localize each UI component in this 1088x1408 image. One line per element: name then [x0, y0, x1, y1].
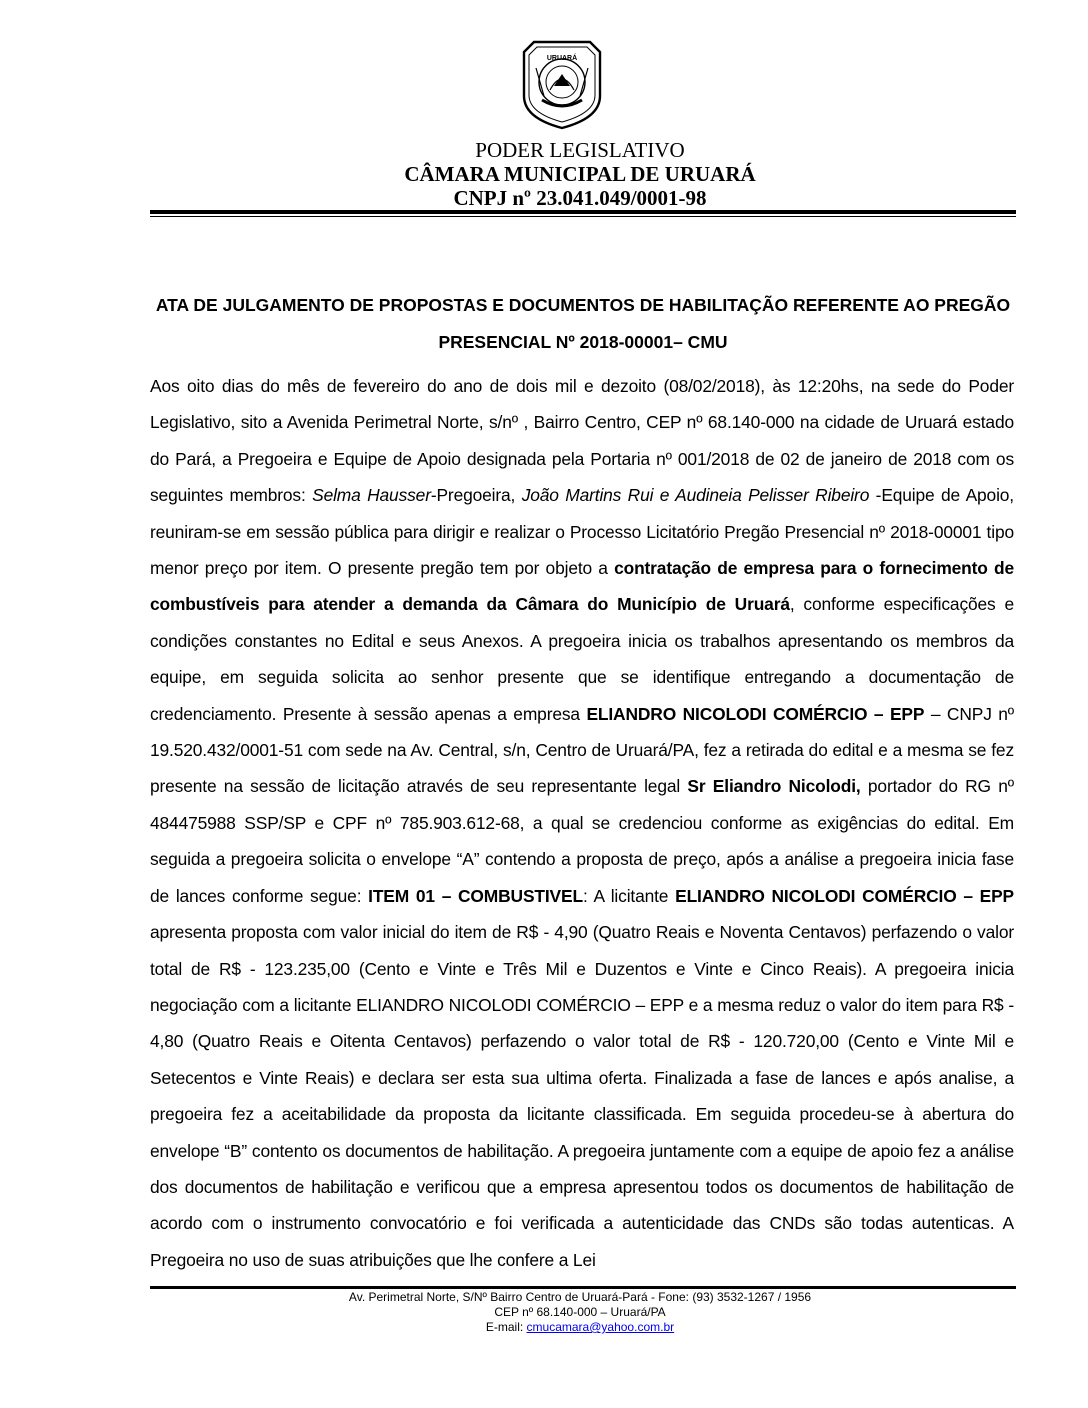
body-text: -Pregoeira,	[430, 485, 522, 506]
body-text: – CNPJ nº 19.520.432/0001-51 com sede na Av. Central, s/n, Centro de Uruará/PA, fez a retirada do edital e a mesma se fez presente na sessão de licitação através de seu representante legal	[150, 703, 1014, 797]
header-cnpj: CNPJ nº 23.041.049/0001-98	[453, 186, 707, 210]
footer-rule	[150, 1286, 1016, 1289]
municipal-seal-icon	[514, 38, 610, 130]
header-chamber-name: CÂMARA MUNICIPAL DE URUARÁ	[404, 162, 756, 186]
body-text: apresenta proposta com valor inicial do item de R$ - 4,90 (Quatro Reais e Noventa Centavos) perfazendo o valor total de R$ - 123.235,00 (Cento e Vinte e Três Mil e Duzentos e Vinte e Cinco Reais). A pregoeira inicia negociação com a licitante ELIANDRO NICOLODI COMÉRCIO – EPP e a mesma reduz o valor do item para R$ - 4,80 (Quatro Reais e Oitenta Centavos) perfazendo o valor total de R$ - 120.720,00 (Cento e Vinte Mil e Setecentos e Vinte Reais) e declara ser esta sua ultima oferta. Finalizada a fase de lances e após analise, a pregoeira fez a aceitabilidade da proposta da licitante classificada. Em seguida procedeu-se à abertura do envelope “B” contento os documentos de habilitação. A pregoeira juntamente com a equipe de apoio fez a análise dos documentos de habilitação e verificou que a empresa apresentou todos os documentos de habilitação de acordo com o instrumento convocatório e foi verificada a autenticidade das CNDs são todas autenticas. A Pregoeira no uso de suas atribuições que lhe confere a Lei	[150, 922, 1014, 1270]
document-title	[150, 287, 1016, 361]
header-power: PODER LEGISLATIVO	[475, 138, 685, 162]
body-object: contratação de empresa para o fornecimento de combustíveis para atender a demanda da Câmara do Município de Uruará	[150, 558, 1014, 615]
seal-text: URUARÁ	[546, 55, 578, 62]
body-item-label: ITEM 01 – COMBUSTIVEL	[368, 885, 583, 906]
footer	[0, 1290, 1088, 1335]
title-line-1: ATA DE JULGAMENTO DE PROPOSTAS E DOCUMENTOS DE HABILITAÇÃO REFERENTE AO PREGÃO	[155, 295, 1011, 315]
footer-email-line	[0, 1320, 1088, 1335]
body-text: -Equipe de Apoio, reuniram-se em sessão pública para dirigir e realizar o Processo Licitatório Pregão Presencial nº 2018-00001 tipo menor preço por item. O presente pregão tem por objeto a	[150, 485, 1014, 579]
body-text: , conforme especificações e condições constantes no Edital e seus Anexos. A pregoeira inicia os trabalhos apresentando os membros da equipe, em seguida solicita ao senhor presente que se identifique entregando a documentação de credenciamento. Presente à sessão apenas a empresa	[150, 594, 1014, 724]
body-company-name: ELIANDRO NICOLODI COMÉRCIO – EPP	[586, 703, 925, 724]
body-name-pregoeira: Selma Hausser	[312, 485, 431, 506]
minutes-body	[150, 368, 1014, 1278]
header-rule-thick	[150, 210, 1016, 214]
body-text: : A licitante	[582, 885, 676, 906]
title-line-2: PRESENCIAL Nº 2018-00001– CMU	[438, 332, 728, 352]
footer-address: Av. Perimetral Norte, S/Nº Bairro Centro de Uruará-Pará - Fone: (93) 3532-1267 / 1956	[348, 1290, 812, 1304]
body-company-name: ELIANDRO NICOLODI COMÉRCIO – EPP	[675, 885, 1015, 906]
body-names-support-team: João Martins Rui e Audineia Pelisser Ribeiro	[521, 485, 870, 506]
body-text: portador do RG nº 484475988 SSP/SP e CPF nº 785.903.612-68, a qual se credenciou conforme as exigências do edital. Em seguida a pregoeira solicita o envelope “A” contendo a proposta de preço, após a análise a pregoeira inicia fase de lances conforme segue:	[150, 776, 1014, 906]
body-representative: Sr Eliandro Nicolodi,	[687, 776, 861, 797]
header-rule-thin	[150, 216, 1016, 217]
footer-email-label: E-mail:	[485, 1320, 527, 1334]
footer-cep: CEP nº 68.140-000 – Uruará/PA	[494, 1305, 666, 1319]
footer-email-link[interactable]: cmucamara@yahoo.com.br	[526, 1320, 675, 1334]
body-text: Aos oito dias do mês de fevereiro do ano de dois mil e dezoito (08/02/2018), às 12:20hs, na sede do Poder Legislativo, sito a Avenida Perimetral Norte, s/nº , Bairro Centro, CEP nº 68.140-000 na cidade de Uruará estado do Pará, a Pregoeira e Equipe de Apoio designada pela Portaria nº 001/2018 de 02 de janeiro de 2018 com os seguintes membros:	[150, 376, 1014, 506]
